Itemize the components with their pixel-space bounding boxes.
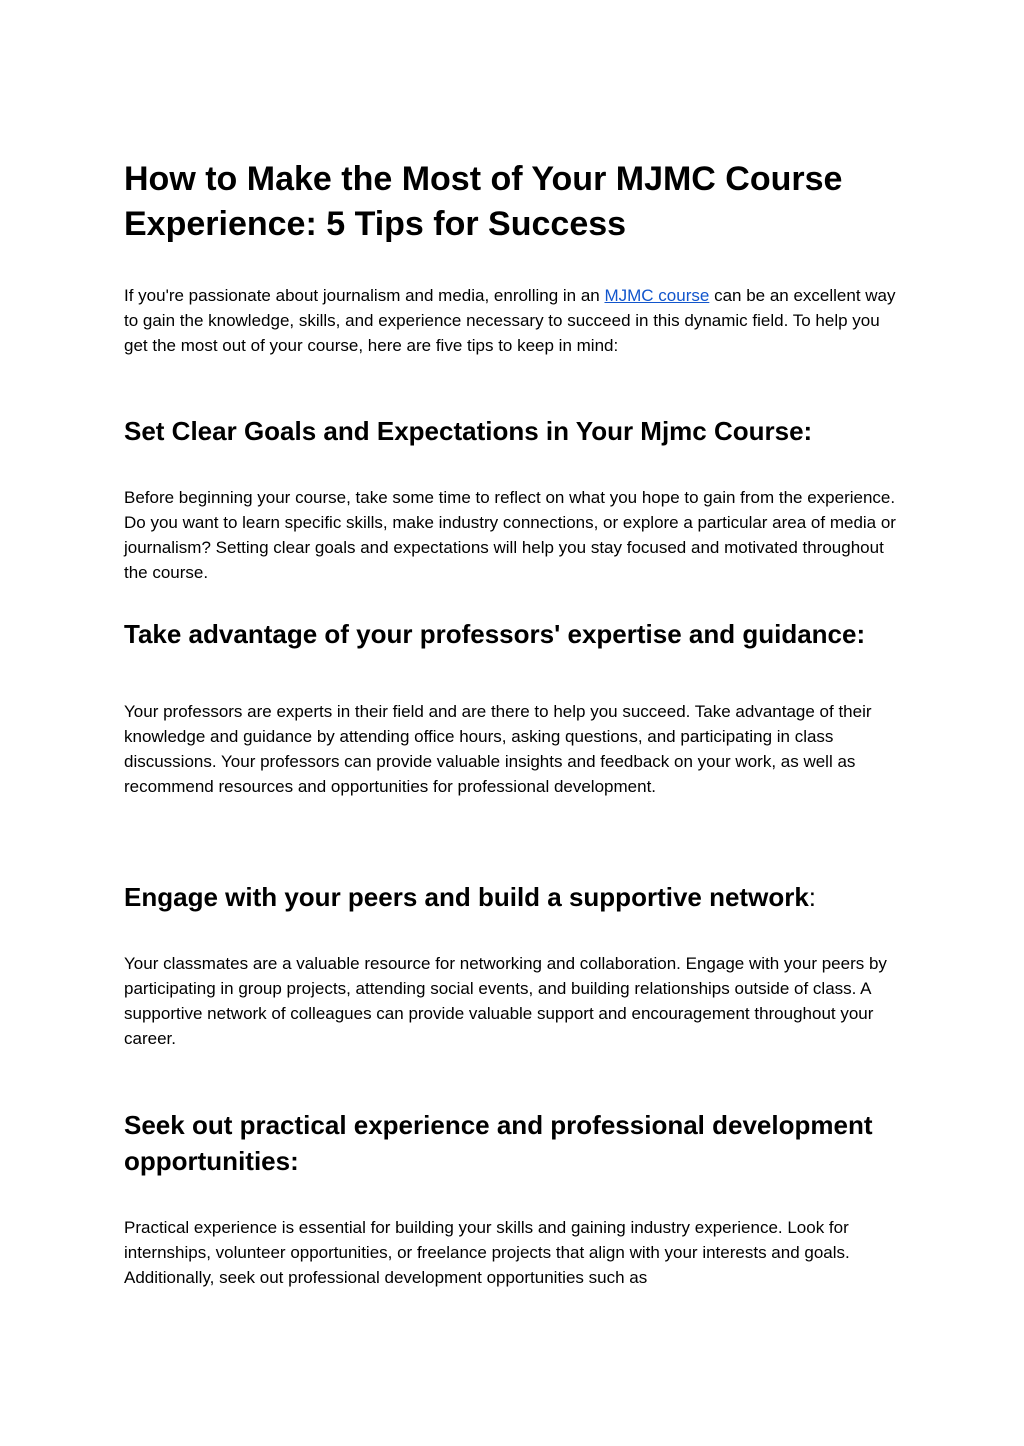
section-heading-peers-text: Engage with your peers and build a supportive network: [124, 882, 809, 912]
section-body-practical: Practical experience is essential for building your skills and gaining industry experience. Look for internships, volunteer opportunities, or freelance projects that align with your interests and goals. Additionally, seek out professional development opportunities such as: [124, 1218, 850, 1287]
intro-paragraph: [124, 283, 904, 358]
section-body-peers: Your classmates are a valuable resource for networking and collaboration. Engage with your peers by participating in group projects, attending social events, and building relationships outside of class. A supportive network of colleagues can provide valuable support and encouragement throughout your career.: [124, 954, 887, 1048]
mjmc-course-link[interactable]: MJMC course: [604, 286, 710, 305]
page-title: How to Make the Most of Your MJMC Course Experience: 5 Tips for Success: [124, 160, 843, 243]
intro-text-after-link: can be an excellent way to gain the knowledge, skills, and experience necessary to succeed in this dynamic field. To help you get the most out of your course, here are five tips to keep in mind:: [124, 286, 896, 355]
section-heading-peers-colon: :: [808, 882, 817, 912]
section-heading-goals: Set Clear Goals and Expectations in Your Mjmc Course:: [124, 416, 813, 446]
section-body-professors: Your professors are experts in their field and are there to help you succeed. Take advantage of their knowledge and guidance by attending office hours, asking questions, and participating in class discussions. Your professors can provide valuable insights and feedback on your work, as well as recommend resources and opportunities for professional development.: [124, 702, 872, 796]
section-heading-peers: [124, 879, 904, 915]
intro-text-before-link: If you're passionate about journalism and media, enrolling in an: [124, 286, 605, 305]
section-heading-practical: Seek out practical experience and professional development opportunities:: [124, 1110, 873, 1176]
section-heading-professors: Take advantage of your professors' expertise and guidance:: [124, 619, 866, 649]
section-body-goals: Before beginning your course, take some time to reflect on what you hope to gain from the experience. Do you want to learn specific skills, make industry connections, or explore a particular area of media or journalism? Setting clear goals and expectations will help you stay focused and motivated throughout the course.: [124, 488, 896, 582]
